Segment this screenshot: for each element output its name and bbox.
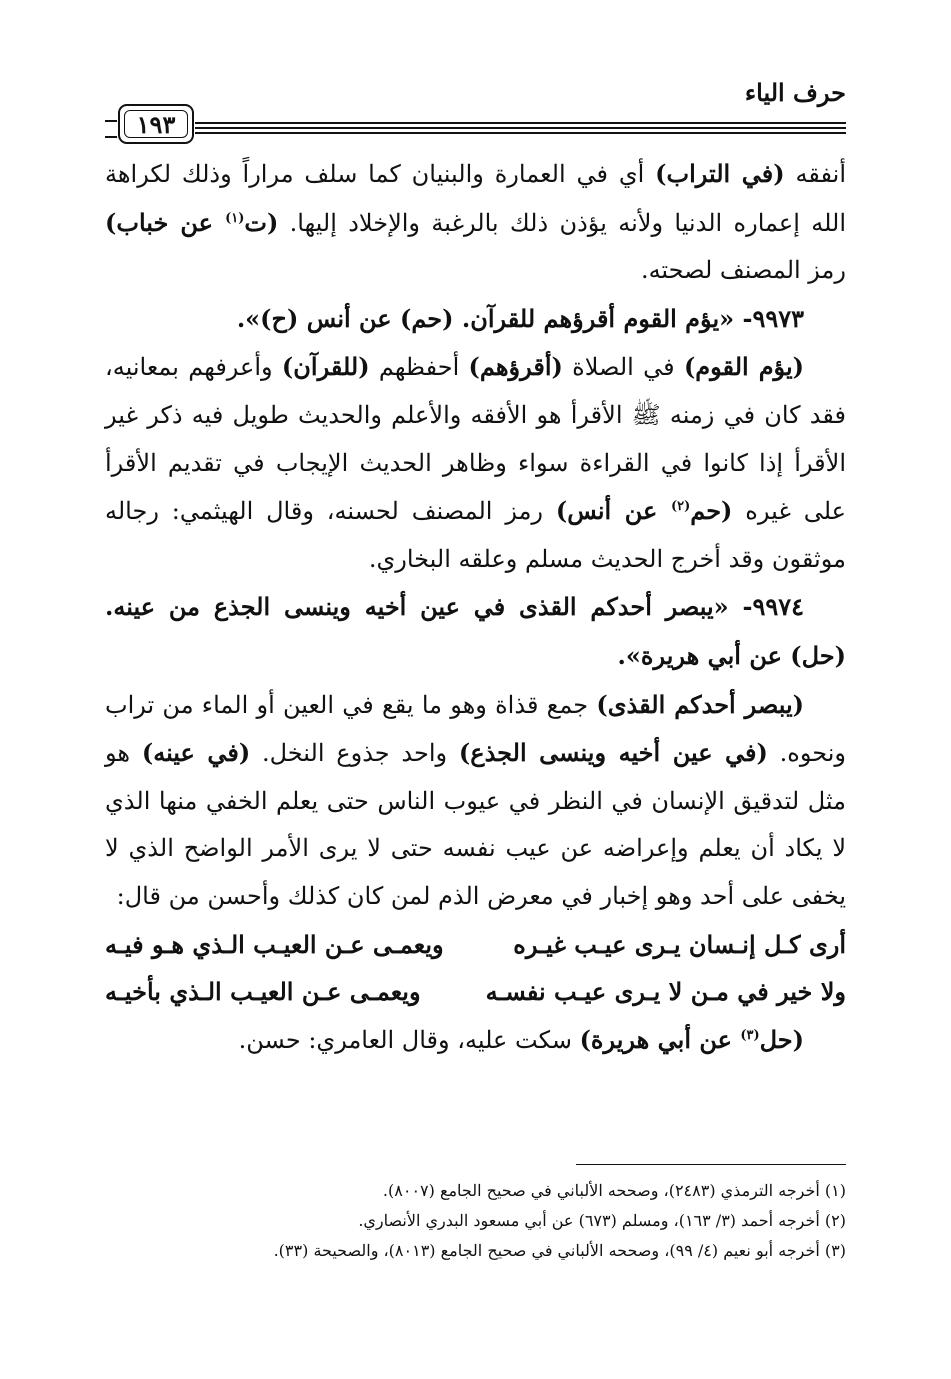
text: أنفقه <box>784 160 846 188</box>
paragraph <box>105 343 846 583</box>
text: في الصلاة <box>562 353 684 382</box>
quoted-term: (يبصر أحدكم القذى) <box>596 689 805 719</box>
source-ref <box>580 1025 804 1054</box>
footnote-marker: (٣) <box>740 1027 760 1043</box>
text: رمز المصنف لصحته. <box>640 256 846 285</box>
text: سكت عليه، وقال العامري: حسن. <box>238 1025 580 1054</box>
source-ref-text: عن خباب) <box>105 207 226 237</box>
text: وأعرفهم بمعانيه، فقد كان في زمنه ﷺ الأقرأ هو الأفقه والأعلم والحديث طويل فيه ذكر غير الأقرأ إذا كانوا في القراءة سواء وظاهر الحديث الإيجاب في تقديم الأقرأ على غيره <box>105 353 846 526</box>
text: جمع قذاة وهو ما يقع في العين أو الماء من تراب ونحوه. <box>105 690 847 768</box>
page-number-box <box>118 104 194 144</box>
source-ref-text: (حل <box>759 1024 804 1054</box>
quoted-term: (في عينه) <box>141 738 251 768</box>
footnotes <box>105 1176 846 1266</box>
hadith-text: ٩٩٧٣- «يؤم القوم أقرؤهم للقرآن. (حم) عن أنس (ح)». <box>236 303 804 333</box>
source-ref-text: عن أبي هريرة) <box>579 1024 741 1054</box>
footnote: (٢) أخرجه أحمد (٣/ ١٦٣)، ومسلم (٦٧٣) عن أبي مسعود البدري الأنصاري. <box>358 1211 846 1230</box>
source-ref-text: (ت <box>244 207 279 237</box>
text: واحد جذوع النخل. <box>250 739 459 768</box>
poem-verse <box>105 921 846 969</box>
quoted-term: (يؤم القوم) <box>683 352 804 382</box>
header-rule-end <box>105 120 117 138</box>
hadith-text: ٩٩٧٤- «يبصر أحدكم القذى في عين أخيه وينسى الجذع من عينه. (حل) عن أبي هريرة». <box>105 592 846 670</box>
header-rule <box>195 122 846 124</box>
footnote: (٣) أخرجه أبو نعيم (٤/ ٩٩)، وصححه الألباني في صحيح الجامع (٨٠١٣)، والصحيحة (٣٣). <box>273 1241 846 1260</box>
page-number: ١٩٣ <box>136 109 176 139</box>
header-rule <box>195 132 846 134</box>
hadith-heading <box>105 583 846 680</box>
hadith-heading <box>105 295 846 344</box>
poem-verse <box>105 968 846 1016</box>
source-ref-text: (حم <box>690 496 733 526</box>
verse-hemistich: ويعمـى عـن العيـب الـذي هـو فيـه <box>105 929 444 959</box>
quoted-term: (في التراب) <box>655 159 785 188</box>
footnote-divider <box>576 1164 846 1165</box>
source-ref-text: عن أنس) <box>555 496 671 526</box>
text: أي في العمارة والبنيان كما سلف مراراً وذلك لكراهة الله إعماره الدنيا ولأنه يؤذن ذلك بالرغبة والإخلاد إليها. <box>105 160 847 237</box>
source-ref <box>105 208 278 237</box>
text: أحفظهم <box>369 353 469 382</box>
chapter-title: حرف الياء <box>744 78 846 107</box>
verse-hemistich: ويعمـى عـن العيـب الـذي بأخيـه <box>105 977 421 1007</box>
paragraph <box>105 150 846 295</box>
paragraph <box>105 1016 846 1065</box>
header-rule <box>195 127 846 129</box>
main-text <box>105 150 846 1064</box>
quoted-term: (للقرآن) <box>281 352 370 382</box>
quoted-term: (في عين أخيه وينسى الجذع) <box>458 738 768 768</box>
text: هو مثل لتدقيق الإنسان في النظر في عيوب الناس حتى يعلم الخفي منها الذي لا يكاد أن يعلم وإعراضه عن عيب نفسه حتى لا يرى الأمر الواضح الذي لا يخفى على أحد وهو إخبار في معرض الذم لمن كان كذلك وأحسن من قال: <box>105 739 846 910</box>
verse-hemistich: ولا خير في مـن لا يـرى عيـب نفسـه <box>485 977 846 1007</box>
footnote: (١) أخرجه الترمذي (٢٤٨٣)، وصححه الألباني في صحيح الجامع (٨٠٠٧). <box>382 1181 846 1200</box>
paragraph <box>105 681 846 921</box>
source-ref <box>556 496 733 525</box>
footnote-marker: (١) <box>225 210 245 226</box>
text: رمز المصنف لحسنه، وقال الهيثمي: رجاله موثقون وقد أخرج الحديث مسلم وعلقه البخاري. <box>105 497 846 573</box>
footnote-marker: (٢) <box>670 499 691 515</box>
quoted-term: (أقرؤهم) <box>468 352 563 382</box>
verse-hemistich: أرى كـل إنـسان يـرى عيـب غيـره <box>513 929 846 959</box>
